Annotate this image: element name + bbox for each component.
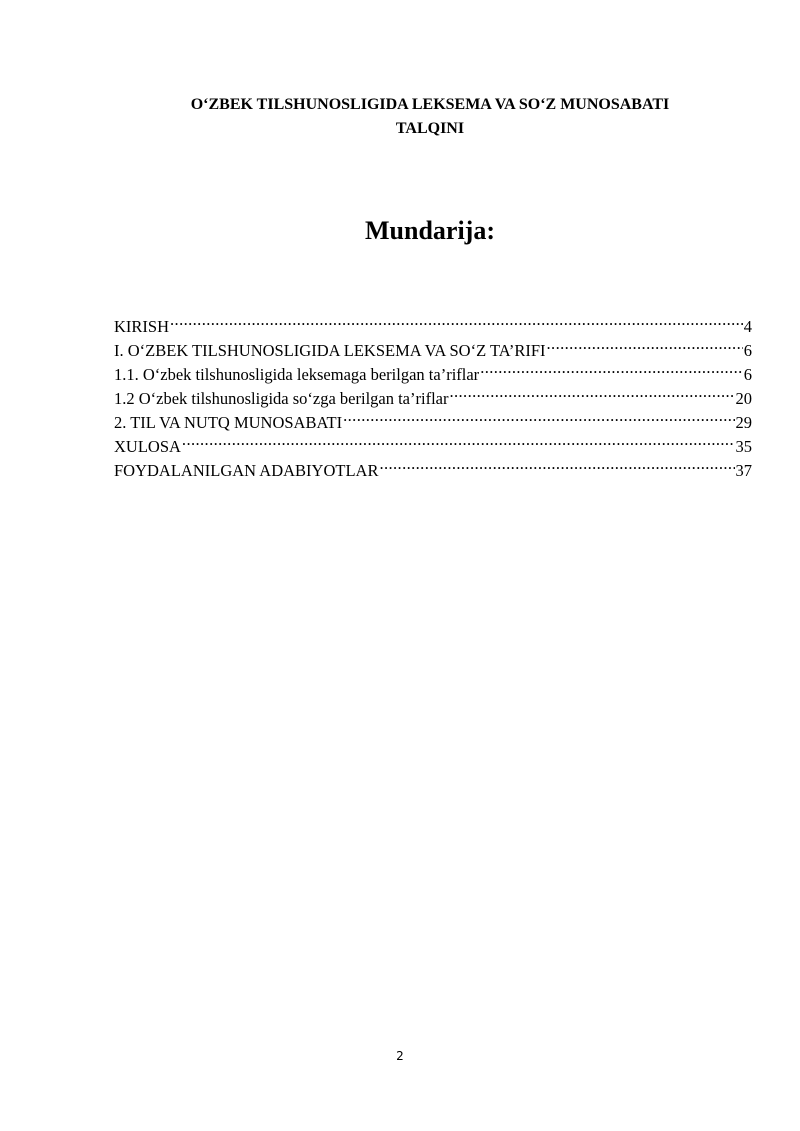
toc-entry-adabiyotlar[interactable]	[114, 452, 752, 480]
toc-entry-label: FOYDALANILGAN ADABIYOTLAR	[114, 461, 379, 480]
toc-entry-page: 4	[743, 317, 752, 336]
toc-entry-label: XULOSA	[114, 437, 181, 456]
toc-entry-label: 1.2 O‘zbek tilshunosligida so‘zga berilgan ta’riflar	[114, 389, 449, 408]
page-number: 2	[396, 1049, 404, 1063]
toc-entry-page: 6	[743, 341, 752, 360]
toc-entry-label: KIRISH	[114, 317, 170, 336]
toc-leader-dots	[343, 404, 734, 428]
toc-entry-page: 29	[735, 413, 752, 432]
toc-leader-dots	[170, 308, 743, 332]
toc-leader-dots	[480, 356, 743, 380]
toc-entry-label: I. O‘ZBEK TILSHUNOSLIGIDA LEKSEMA VA SO‘Z TA’RIFI	[114, 341, 546, 360]
toc-entry-xulosa[interactable]	[114, 428, 752, 456]
toc-entry-kirish[interactable]	[114, 308, 752, 336]
toc-entry-page: 20	[735, 389, 752, 408]
toc-entry-page: 6	[743, 365, 752, 384]
document-title-line-2: TALQINI	[395, 120, 465, 137]
document-title	[100, 93, 760, 141]
toc-leader-dots	[547, 332, 743, 356]
toc-entry-page: 35	[735, 437, 752, 456]
toc-entry-page: 37	[735, 461, 752, 480]
toc-leader-dots	[182, 428, 735, 452]
toc-leader-dots	[379, 452, 734, 476]
toc-leader-dots	[449, 380, 734, 404]
toc-entry-chapter-1[interactable]	[114, 332, 752, 360]
toc-heading: Mundarija:	[365, 216, 495, 245]
document-title-line-1: O‘ZBEK TILSHUNOSLIGIDA LEKSEMA VA SO‘Z MUNOSABATI	[190, 96, 670, 113]
toc-entry-label: 1.1. O‘zbek tilshunosligida leksemaga berilgan ta’riflar	[114, 365, 480, 384]
table-of-contents	[114, 308, 752, 480]
toc-entry-label: 2. TIL VA NUTQ MUNOSABATI	[114, 413, 343, 432]
